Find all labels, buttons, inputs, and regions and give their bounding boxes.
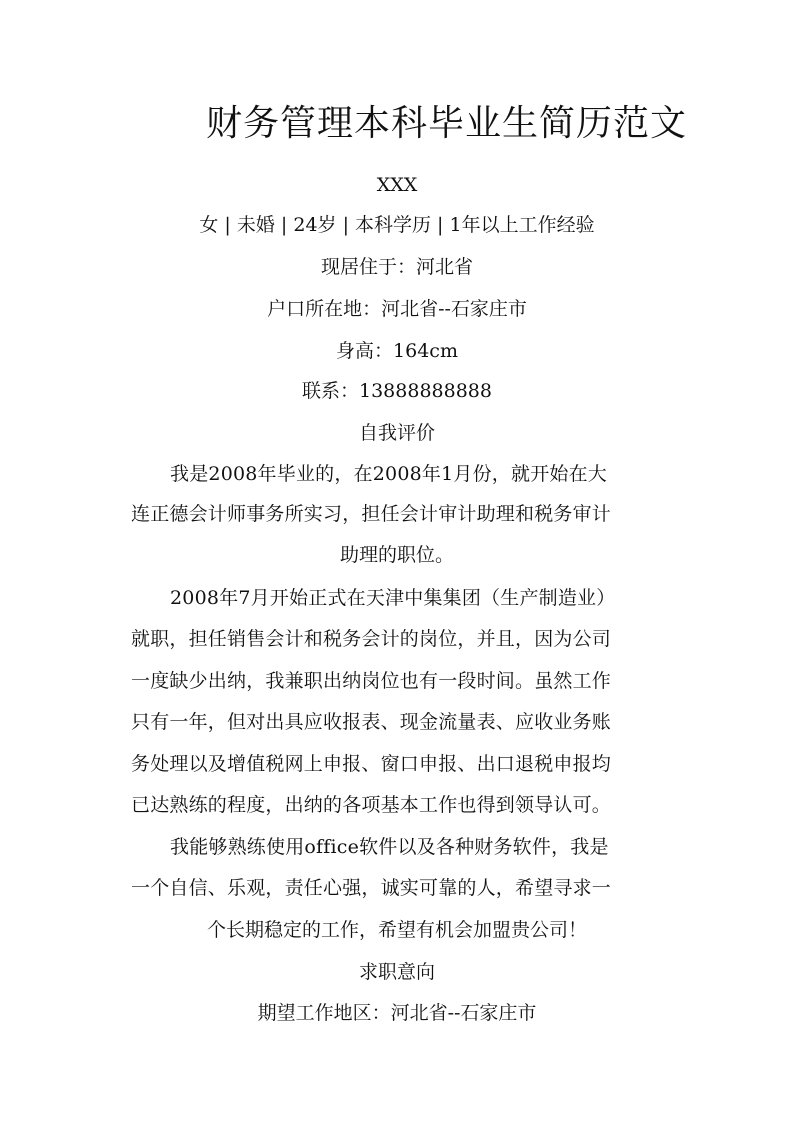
paragraph-line: 连正德会计师事务所实习，担任会计审计助理和税务审计 (131, 503, 612, 525)
paragraph-line: 一度缺少出纳，我兼职出纳岗位也有一段时间。虽然工作 (131, 670, 612, 692)
residence: 现居住于：河北省 (320, 256, 473, 278)
paragraph-line: 2008年7月开始正式在天津中集集团（生产制造业） (170, 587, 616, 609)
contact-info: 联系：13888888888 (302, 380, 492, 402)
paragraph-line: 就职，担任销售会计和税务会计的岗位，并且，因为公司 (131, 628, 612, 650)
paragraph-line: 务处理以及增值税网上申报、窗口申报、出口退税申报均 (131, 753, 612, 775)
candidate-name: XXX (376, 174, 418, 196)
paragraph-line: 我是2008年毕业的，在2008年1月份，就开始在大 (170, 463, 607, 485)
paragraph-line: 助理的职位。 (339, 544, 454, 566)
height-info: 身高：164cm (336, 340, 458, 362)
paragraph-line: 个长期稳定的工作，希望有机会加盟贵公司！ (206, 919, 587, 941)
paragraph-line: 我能够熟练使用office软件以及各种财务软件，我是 (170, 836, 609, 858)
hukou-location: 户口所在地：河北省--石家庄市 (267, 298, 527, 320)
expected-location: 期望工作地区：河北省--石家庄市 (257, 1002, 537, 1024)
page-title: 财务管理本科毕业生简历范文 (206, 103, 688, 144)
self-evaluation-heading: 自我评价 (358, 422, 435, 444)
job-intent-heading: 求职意向 (358, 961, 435, 983)
basic-info: 女 | 未婚 | 24岁 | 本科学历 | 1年以上工作经验 (199, 214, 595, 236)
paragraph-line: 一个自信、乐观，责任心强，诚实可靠的人，希望寻求一 (131, 877, 612, 899)
paragraph-line: 只有一年，但对出具应收报表、现金流量表、应收业务账 (131, 711, 612, 733)
paragraph-line: 已达熟练的程度，出纳的各项基本工作也得到领导认可。 (131, 794, 612, 816)
